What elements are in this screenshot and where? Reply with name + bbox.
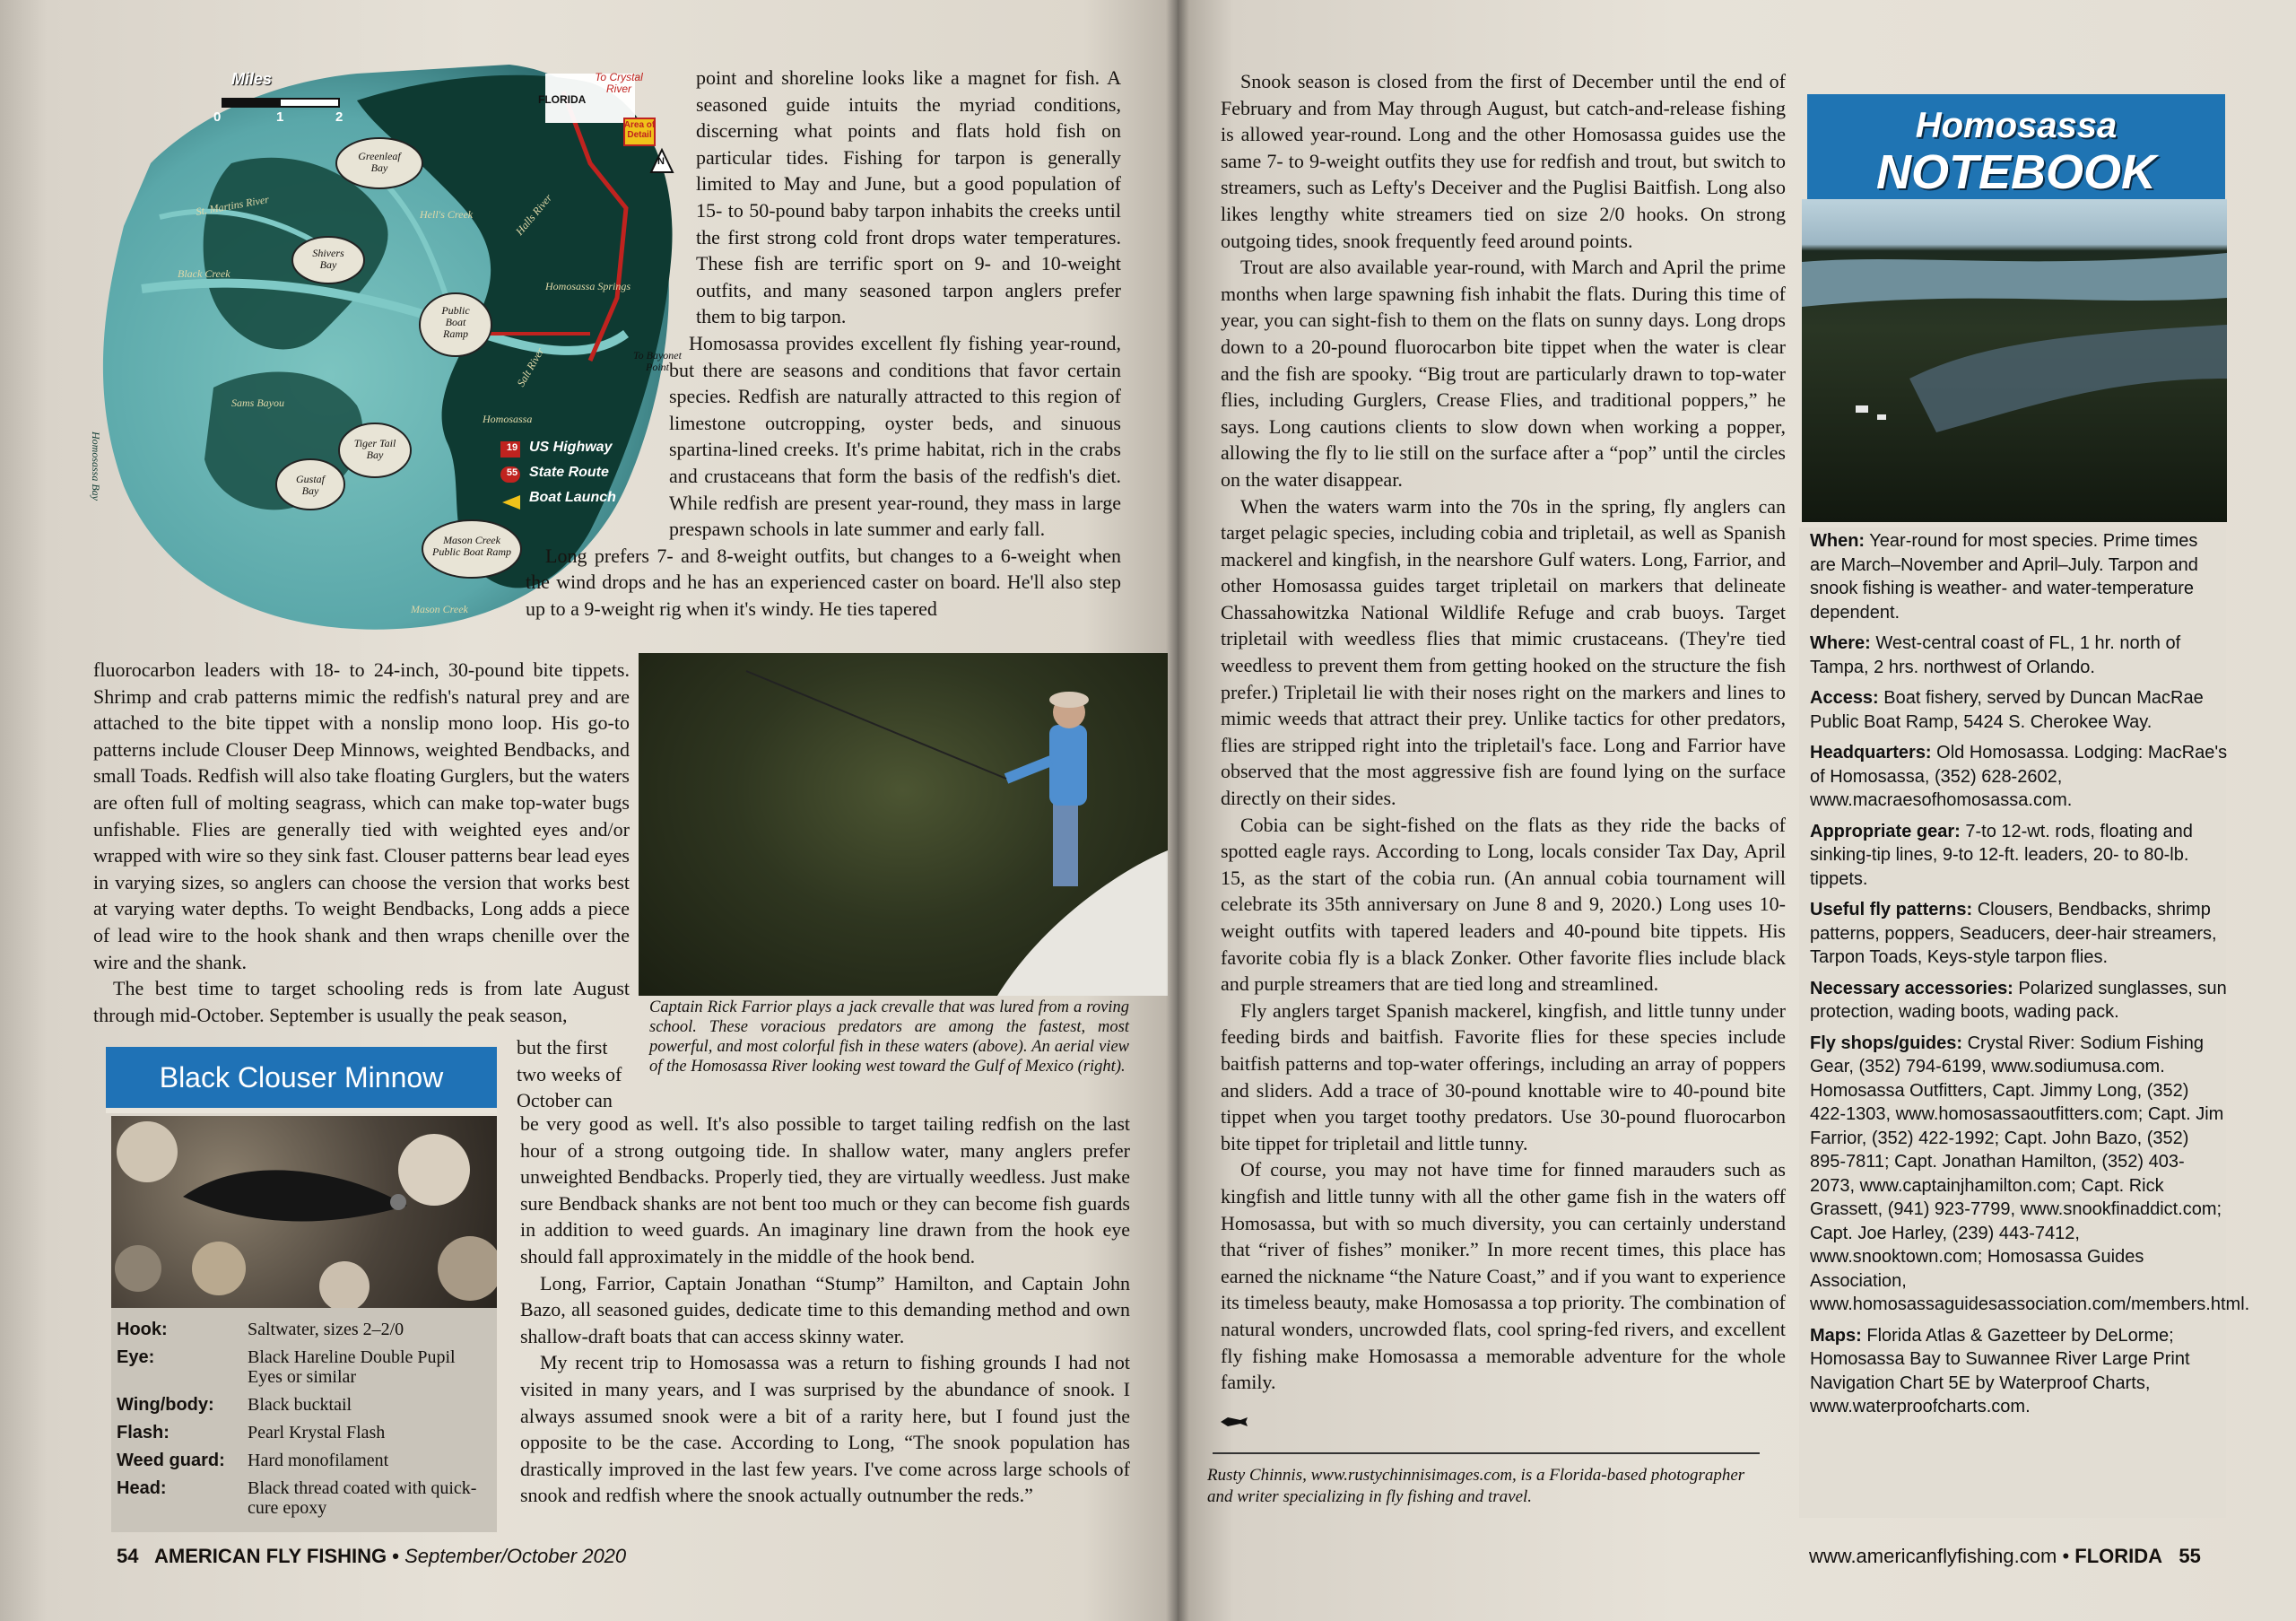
paragraph: point and shoreline looks like a magnet for fish. A seasoned guide intuits the myriad conditions, discerning what points and flats hold fish on particular tides. Fishing for tarpon is generally limited to May and June, but a good population of 15- to 50-pound baby tarpon inhabits the creeks until the first strong cold front drops water temperatures. These fish are terrific sport on 9- and 10-weight outfits, and many seasoned tarpon anglers prefer them to big tarpon. <box>696 66 1121 328</box>
notebook-label: When: <box>1810 531 1866 551</box>
right-folio <box>1809 1545 2201 1568</box>
paragraph: The best time to target schooling reds is from late August through mid-October. September is usually the peak season, <box>93 977 630 1026</box>
map-place-homosassa-bay: Homosassa Bay <box>90 431 102 501</box>
paragraph: My recent trip to Homosassa was a return to fishing grounds I had not visited in many years, and I was surprised by the abundance of snook. I always assumed snook were a bit of a rarity here, but I found just the opposite to be the case. According to Long, “The snook population has drastically improved in the last few years. I've come across large schools of snook and redfish where the snook actually outnumber the reds.” <box>520 1351 1130 1507</box>
recipe-row <box>117 1320 491 1339</box>
map-place-public-boat-ramp: Public Boat Ramp <box>441 304 470 340</box>
paragraph: Fly anglers target Spanish mackerel, kingfish, and little tunny under feeding birds and baitfish. Favorite flies for these species include baitfish patterns and top-water offerings, including an array of poppers and sliders. Add a trace of 30-pound knottable wire to 40-pound bite tippet when you target toothy predators. Use 30-pound fluorocarbon bite tippet for tripletail and little tunny. <box>1221 998 1786 1155</box>
map-north-label: N <box>657 156 665 167</box>
map-area-detail-label: Area of Detail <box>623 120 656 140</box>
page-gutter <box>1166 0 1189 1621</box>
map-scale-label: Miles <box>231 70 273 88</box>
map-place-homosassa: Homosassa <box>483 413 533 425</box>
notebook-text: West-central coast of FL, 1 hr. north of Tampa, 2 hrs. northwest of Orlando. <box>1810 633 2181 677</box>
notebook-item <box>1810 820 2228 892</box>
map-place-mason-creek: Mason Creek <box>411 603 468 615</box>
article-col-narrow: but the first two weeks of October can <box>517 1036 622 1112</box>
notebook-text: Florida Atlas & Gazetteer by DeLorme; Homosassa Bay to Suwannee River Large Print Navigation Chart 5E by Waterproof Charts, www.waterproofcharts.com. <box>1810 1325 2190 1416</box>
map-scale-tick-2: 2 <box>335 109 344 125</box>
website-url: www.americanflyfishing.com <box>1809 1545 2057 1567</box>
section-name: FLORIDA <box>2074 1545 2163 1567</box>
notebook-label: Useful fly patterns: <box>1810 900 1973 919</box>
map-scale-tick-1: 1 <box>276 109 284 125</box>
photo-caption: Captain Rick Farrior plays a jack crevalle that was lured from a roving school. These voracious predators are among the fastest, most powerful, and most colorful fish in these waters (above). An aerial view of the Homosassa River looking west toward the Gulf of Mexico (right). <box>649 998 1129 1076</box>
map-place-halls-river: Halls River <box>513 191 555 238</box>
recipe-key: Wing/body: <box>117 1395 214 1415</box>
end-mark-fish-icon <box>1221 1407 1248 1416</box>
folio-separator: • <box>2062 1545 2070 1567</box>
article-col-right <box>520 1111 1130 1509</box>
map-florida-label: FLORIDA <box>538 93 587 106</box>
aerial-river-photo <box>1802 199 2227 522</box>
recipe-key: Head: <box>117 1478 167 1498</box>
notebook-text: Polarized sunglasses, sun protection, wading boots, wading pack. <box>1810 978 2227 1022</box>
map-place-gustaf-bay: Gustaf Bay <box>295 473 325 497</box>
paragraph: fluorocarbon leaders with 18- to 24-inch, 30-pound bite tippets. Shrimp and crab patterns mimic the redfish's natural prey and are attached to the bite tippet with a nonslip mono loop. His go-to patterns include Clouser Deep Minnows, weighted Bendbacks, and small Toads. Redfish will also take floating Gurglers, but the waters are often full of molting seagrass, which can make top-water bugs unfishable. Flies are generally tied with weighted eyes and/or wrapped with wire so they sink fast. Clouser patterns bear lead eyes in varying sizes, so anglers can choose the version that works best at varying water depths. To weight Bendbacks, Long adds a piece of lead wire to the hook shank and then wraps chenille over the wire and the shank. <box>93 658 630 973</box>
map-place-hells-creek: Hell's Creek <box>420 208 474 221</box>
notebook-label: Necessary accessories: <box>1810 978 2013 998</box>
notebook-header <box>1807 94 2225 199</box>
legend-us-highway-badge: 19 <box>506 442 518 453</box>
map-scale-tick-0: 0 <box>213 109 222 125</box>
paragraph: Trout are also available year-round, with March and April the prime months when large spawning fish inhabit the flats. During this time of year, you can sight-fish to them on the flats on sunny days. Long drops down to a 20-pound fluorocarbon bite tippet when the water is clear and the fish are spooky. “Big trout are particularly drawn to top-water flies, including Gurglers, Crease Flies, and traditional poppers,” he says. Long cautions clients to slow down when working a popper, allowing the fly to lie still on the surface after a “pop” until the circles on the water disappear. <box>1221 256 1786 491</box>
legend-state-route-label: State Route <box>529 465 609 480</box>
notebook-label: Where: <box>1810 633 1871 653</box>
legend-boat-launch-label: Boat Launch <box>529 490 616 505</box>
left-folio <box>117 1545 626 1568</box>
recipe-value: Hard monofilament <box>248 1451 389 1470</box>
notebook-text: Old Homosassa. Lodging: MacRae's of Homosassa, (352) 628-2602, www.macraesofhomosassa.com. <box>1810 743 2228 810</box>
folio-separator: • <box>392 1545 399 1567</box>
byline-rule <box>1213 1452 1760 1454</box>
legend-state-route-badge: 55 <box>506 467 518 478</box>
notebook-item <box>1810 686 2228 734</box>
author-byline: Rusty Chinnis, www.rustychinnisimages.com, is a Florida-based photographer and writer specializing in fly fishing and travel. <box>1207 1466 1745 1506</box>
recipe-value: Black bucktail <box>248 1395 352 1415</box>
map-place-greenleaf-bay: Greenleaf Bay <box>358 150 401 174</box>
paragraph: be very good as well. It's also possible to target tailing redfish on the last hour of a strong outgoing tide. In shallow water, many anglers prefer unweighted Bendbacks. Properly tied, they are virtually weedless. Just make sure Bendback shanks are not bent too much or they can become fish guards in addition to weed guards. An imaginary line drawn from the hook eye should fall approximately in the middle of the hook bend. <box>520 1112 1130 1268</box>
paragraph: Long, Farrior, Captain Jonathan “Stump” Hamilton, and Captain John Bazo, all seasoned guides, dedicate time to this demanding method and own shallow-draft boats that can access skinny water. <box>520 1271 1130 1347</box>
notebook-text: Crystal River: Sodium Fishing Gear, (352) 794-6199, www.sodiumusa.com. Homosassa Outfitters, Capt. Jimmy Long, (352) 422-1303, www.homosassaoutfitters.com; Capt. Jim Farrior, (352) 422-1992; Capt. John Bazo, (352) 895-7811; Capt. Jonathan Hamilton, (352) 403-2073, www.captainjhamilton.com; Capt. Rick Grassett, (941) 923-7799, www.snookfinaddict.com; Capt. Joe Harley, (239) 443-7412, www.snooktown.com; Homosassa Guides Association, www.homosassaguidesassociation.com/members.html. <box>1810 1033 2250 1314</box>
recipe-key: Weed guard: <box>117 1451 225 1470</box>
notebook-label: Appropriate gear: <box>1810 821 1961 841</box>
notebook-text: Boat fishery, served by Duncan MacRae Public Boat Ramp, 5424 S. Cherokee Way. <box>1810 688 2204 732</box>
notebook-text: 7-to 12-wt. rods, floating and sinking-tip lines, 9-to 12-ft. leaders, 20- to 80-lb. tippets. <box>1810 821 2193 889</box>
notebook-item <box>1810 977 2228 1024</box>
paragraph: Long prefers 7- and 8-weight outfits, but changes to a 6-weight when the wind drops and he has an experienced caster on board. He'll also step up to a 9-weight rig when it's windy. He ties tapered <box>526 544 1121 620</box>
recipe-row <box>117 1451 491 1470</box>
map-place-shivers-bay: Shivers Bay <box>312 247 344 271</box>
paragraph: Of course, you may not have time for finned marauders such as kingfish and little tunny with all the other game fish in the waters off Homosassa, but with so much diversity, you can certainly understand that “river of fishes” moniker.” In more recent times, this place has earned the nickname “the Nature Coast,” and if you want to experience its timeless beauty, make Homosassa a top priority. The combination of natural wonders, uncrowded flats, cool spring-fed rivers, and excellent fly fishing make Homosassa a memorable adventure for the whole family. <box>1221 1158 1786 1394</box>
magazine-name: AMERICAN FLY FISHING <box>154 1545 387 1567</box>
recipe-row <box>117 1423 491 1442</box>
notebook-list <box>1810 529 2250 1426</box>
paragraph: Homosassa provides excellent fly fishing year-round, but there are seasons and conditions that favor certain species. Redfish are naturally attracted to this region of limestone outcropping, oyster beds, and sinuous spartina-lined creeks. It's prime habitat, rich in the crabs and crustaceans that form the basis of the redfish's diet. While redfish are present year-round, they mass in large prespawn schools in late summer and early fall. <box>669 331 1121 541</box>
notebook-item <box>1810 898 2228 970</box>
paragraph: When the waters warm into the 70s in the spring, fly anglers can target pelagic species, including cobia and tripletail, as well as Spanish mackerel and kingfish, in the nearshore Gulf waters. Long, Farrior, and other Homosassa guides target tripletail on markers that delineate Chassahowitzka National Wildlife Refuge and crab buoys. Target tripletail with weedless flies that mimic crustaceans. (They're tied weedless to prevent them from getting hooked on the structure the fish prefer.) Tripletail lie with their noses right on the markers and lines to mimic weeds that attract their prey. Unlike tactics for other predators, flies are stripped right into the tripletail's face. Long and Farrior have observed that the most aggressive fish are found lying on the surface directly on their sides. <box>1221 494 1786 810</box>
notebook-item <box>1810 741 2228 813</box>
recipe-key: Flash: <box>117 1423 170 1442</box>
map-place-homosassa-springs: Homosassa Springs <box>545 280 631 292</box>
map-place-st-martins-river: St. Martins River <box>195 192 270 219</box>
recipe-row <box>117 1478 491 1518</box>
map-place-bayonet-point: To Bayonet Point <box>633 349 682 373</box>
paragraph: Cobia can be sight-fished on the flats as they ride the backs of spotted eagle rays. According to Long, locals consider Tax Day, April 15, as the start of the cobia run. (An annual cobia tournament will celebrate its 35th anniversary on June 8 and 9, 2020.) Long uses 10-weight outfits with tapered leaders and 40-pound bite tippets. His favorite cobia fly is a black Zonker. Other favorite flies include black and purple streamers that are tied long and streamlined. <box>1221 813 1786 996</box>
recipe-value: Saltwater, sizes 2–2/0 <box>248 1320 404 1339</box>
notebook-title-a: Homosassa <box>1915 106 2118 145</box>
notebook-label: Maps: <box>1810 1325 1862 1346</box>
recipe-row <box>117 1395 491 1415</box>
notebook-item <box>1810 632 2228 679</box>
map-place-black-creek: Black Creek <box>178 267 230 280</box>
recipe-value: Pearl Krystal Flash <box>248 1423 386 1442</box>
map-place-tiger-tail-bay: Tiger Tail Bay <box>353 437 396 461</box>
article-col-right-page <box>1221 68 1786 1422</box>
notebook-text: Year-round for most species. Prime times are March–November and April–July. Tarpon and snook fishing is weather- and water-temperature dependent. <box>1810 531 2198 623</box>
recipe-value: Black thread coated with quick-cure epoxy <box>248 1478 477 1518</box>
recipe-row <box>117 1347 491 1387</box>
notebook-text: Clousers, Bendbacks, shrimp patterns, poppers, Seaducers, deer-hair streamers, Tarpon Toads, Keys-style tarpon flies. <box>1810 900 2217 967</box>
notebook-item <box>1810 1032 2250 1317</box>
fly-recipe-table <box>111 1308 497 1532</box>
fly-recipe-title: Black Clouser Minnow <box>106 1047 497 1113</box>
clouser-minnow-photo <box>111 1116 497 1308</box>
paragraph: Snook season is closed from the first of December until the end of February and from May through August, but catch-and-release fishing is allowed year-round. Long and the other Homosassa guides use the same 7- to 9-weight outfits they use for redfish and trout, but switch to streamers, such as Lefty's Deceiver and the Puglisi Baitfish. Long also likes lengthy white streamers tied on size 2/0 hooks. On strong outgoing tides, snook frequently feed around points. <box>1221 70 1786 252</box>
notebook-label: Headquarters: <box>1810 743 1932 763</box>
map-place-salt-river: Salt River <box>514 345 547 389</box>
notebook-label: Access: <box>1810 688 1879 708</box>
map-crystal-river-label: To Crystal River <box>595 71 643 95</box>
recipe-key: Hook: <box>117 1320 168 1339</box>
notebook-item <box>1810 529 2228 624</box>
notebook-item <box>1810 1324 2228 1419</box>
right-page <box>1178 0 2296 1621</box>
map-place-mason-creek-ramp: Mason Creek Public Boat Ramp <box>432 534 511 558</box>
legend-us-highway-label: US Highway <box>529 440 613 455</box>
map-place-sams-bayou: Sams Bayou <box>231 397 284 409</box>
article-col-left <box>93 657 630 1028</box>
issue-date: September/October 2020 <box>404 1545 627 1567</box>
recipe-value: Black Hareline Double Pupil Eyes or similar <box>248 1347 456 1387</box>
notebook-title-b: NOTEBOOK <box>1875 145 2156 199</box>
notebook-label: Fly shops/guides: <box>1810 1033 1963 1053</box>
recipe-key: Eye: <box>117 1347 155 1367</box>
angler-photo <box>639 653 1168 996</box>
page-number: 55 <box>2179 1545 2201 1567</box>
page-number: 54 <box>117 1545 139 1567</box>
